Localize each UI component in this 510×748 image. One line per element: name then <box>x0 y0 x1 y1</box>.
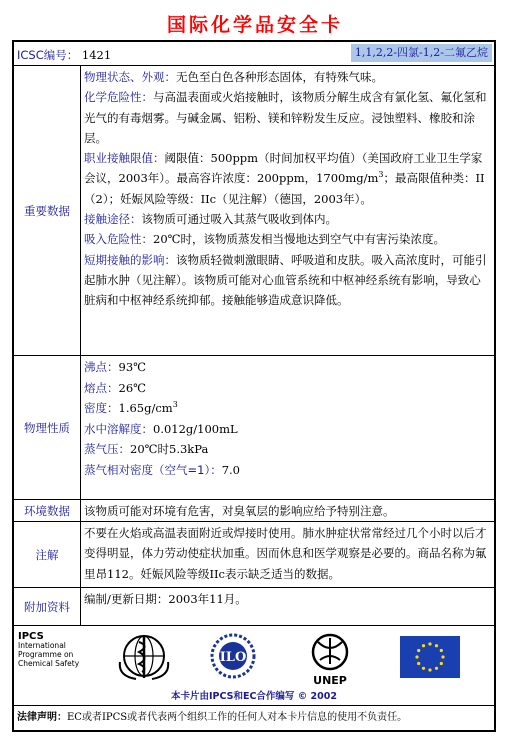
additional-label: 附加资料 <box>14 588 81 625</box>
icsc-label: ICSC编号： <box>17 48 79 62</box>
environment-label: 环境数据 <box>14 500 81 521</box>
ipcs-line3: Chemical Safety <box>18 659 80 668</box>
environment-text: 该物质可能对环境有危害，对臭氧层的影响应给予特别注意。 <box>84 504 395 518</box>
solubility-key: 水中溶解度： <box>84 421 153 436</box>
disclaimer <box>17 709 407 727</box>
additional-row <box>14 588 494 626</box>
melting-point-key: 熔点： <box>84 380 119 395</box>
important-data-label: 重要数据 <box>14 66 81 355</box>
chem-hazard-text: 与高温表面或火焰接触时，该物质分解生成含有氯化氢、氟化氢和光气的有毒烟雾。与碱金属、铝粉、镁和锌粉发生反应。浸蚀塑料、橡胶和涂层。 <box>84 90 487 145</box>
physical-state-text: 无色至白色各种形态固体，有特殊气味。 <box>176 70 383 84</box>
boiling-point-key: 沸点： <box>84 360 119 374</box>
notes-text: 不要在火焰或高温表面附近或焊接时使用。肺水肿症状常常经过几个小时以后才变得明显，体力劳动使症状加重。因而休息和医学观察是必要的。商品名称为氟里昂112。妊娠风险等级IIc表示缺乏适当的数据。 <box>84 526 487 581</box>
vapor-density: 7.0 <box>221 462 240 477</box>
important-data-content <box>81 66 494 355</box>
unep-logo-icon <box>304 632 356 688</box>
physical-content <box>81 356 494 499</box>
unep-text: UNEP <box>313 674 347 687</box>
route-text: 该物质可通过吸入其蒸气吸收到体内。 <box>141 212 337 227</box>
eu-flag-icon <box>400 636 460 678</box>
density: 1.65g/cm <box>118 401 173 415</box>
chemical-name: 1,1,2,2-四氯-1,2-二氟乙烷 <box>351 44 492 62</box>
physical-label: 物理性质 <box>14 356 81 499</box>
density-sup: 3 <box>172 400 178 410</box>
physical-row <box>14 356 494 500</box>
solubility: 0.012g/100mL <box>153 421 238 436</box>
environment-row <box>14 500 494 522</box>
oel-text-b: ；最高限值种类：II（2）；妊娠风险等级：IIc（见注解）（德国，2003年）。 <box>84 171 485 206</box>
ipcs-short: IPCS <box>18 631 44 642</box>
ipcs-line2: Programme on <box>18 650 74 659</box>
short-term-text: 该物质轻微刺激眼睛、呼吸道和皮肤。吸入高浓度时，可能引起肺水肿（见注解）。该物质可能对心血管系统和中枢神经系统有影响，导致心脏病和中枢神经系统抑郁。接触能够造成意识降低。 <box>84 252 487 308</box>
icsc-number: 1421 <box>81 48 112 62</box>
oel-sup: 3 <box>378 170 384 180</box>
oel-text-a: 阈限值：500ppm（时间加权平均值）（美国政府工业卫生学家会议，2003年）。最高容许浓度：200ppm，1700mg/m <box>84 151 483 186</box>
page-title: 国际化学品安全卡 <box>166 14 343 36</box>
density-key: 密度： <box>84 401 119 415</box>
header-row <box>14 42 494 66</box>
vapor-density-key: 蒸气相对密度（空气=1）： <box>84 462 222 477</box>
vapor-pressure: 20℃时5.3kPa <box>130 442 209 456</box>
additional-text: 编制/更新日期：2003年11月。 <box>84 592 247 606</box>
chem-hazard-key: 化学危险性： <box>84 90 153 105</box>
ilo-text: ILO <box>219 650 247 665</box>
oel-key: 职业接触限值： <box>84 151 165 166</box>
important-data-row <box>14 66 494 356</box>
disclaimer-row <box>14 706 494 730</box>
vapor-pressure-key: 蒸气压： <box>84 442 130 456</box>
cooperation-line: 本卡片由IPCS和EC合作编写 © 2002 <box>170 691 337 702</box>
inhalation-text: 20℃时，该物质蒸发相当慢地达到空气中有害污染浓度。 <box>153 232 445 247</box>
notes-label: 注解 <box>14 522 81 587</box>
disclaimer-text: EC或者IPCS或者代表两个组织工作的任何人对本卡片信息的使用不负责任。 <box>67 712 408 723</box>
melting-point: 26℃ <box>118 380 146 395</box>
ipcs-line1: International <box>18 641 66 650</box>
who-logo-icon <box>116 632 172 682</box>
notes-row <box>14 522 494 588</box>
ilo-logo-icon <box>208 632 258 682</box>
inhalation-key: 吸入危险性： <box>84 232 153 247</box>
route-key: 接触途径： <box>84 212 142 227</box>
logo-footer <box>14 626 494 706</box>
physical-state-key: 物理状态、外观： <box>84 70 176 84</box>
safety-card <box>12 40 496 732</box>
boiling-point: 93℃ <box>118 360 146 374</box>
disclaimer-key: 法律声明： <box>17 712 67 723</box>
short-term-key: 短期接触的影响： <box>84 252 176 267</box>
ipcs-block <box>18 632 79 668</box>
